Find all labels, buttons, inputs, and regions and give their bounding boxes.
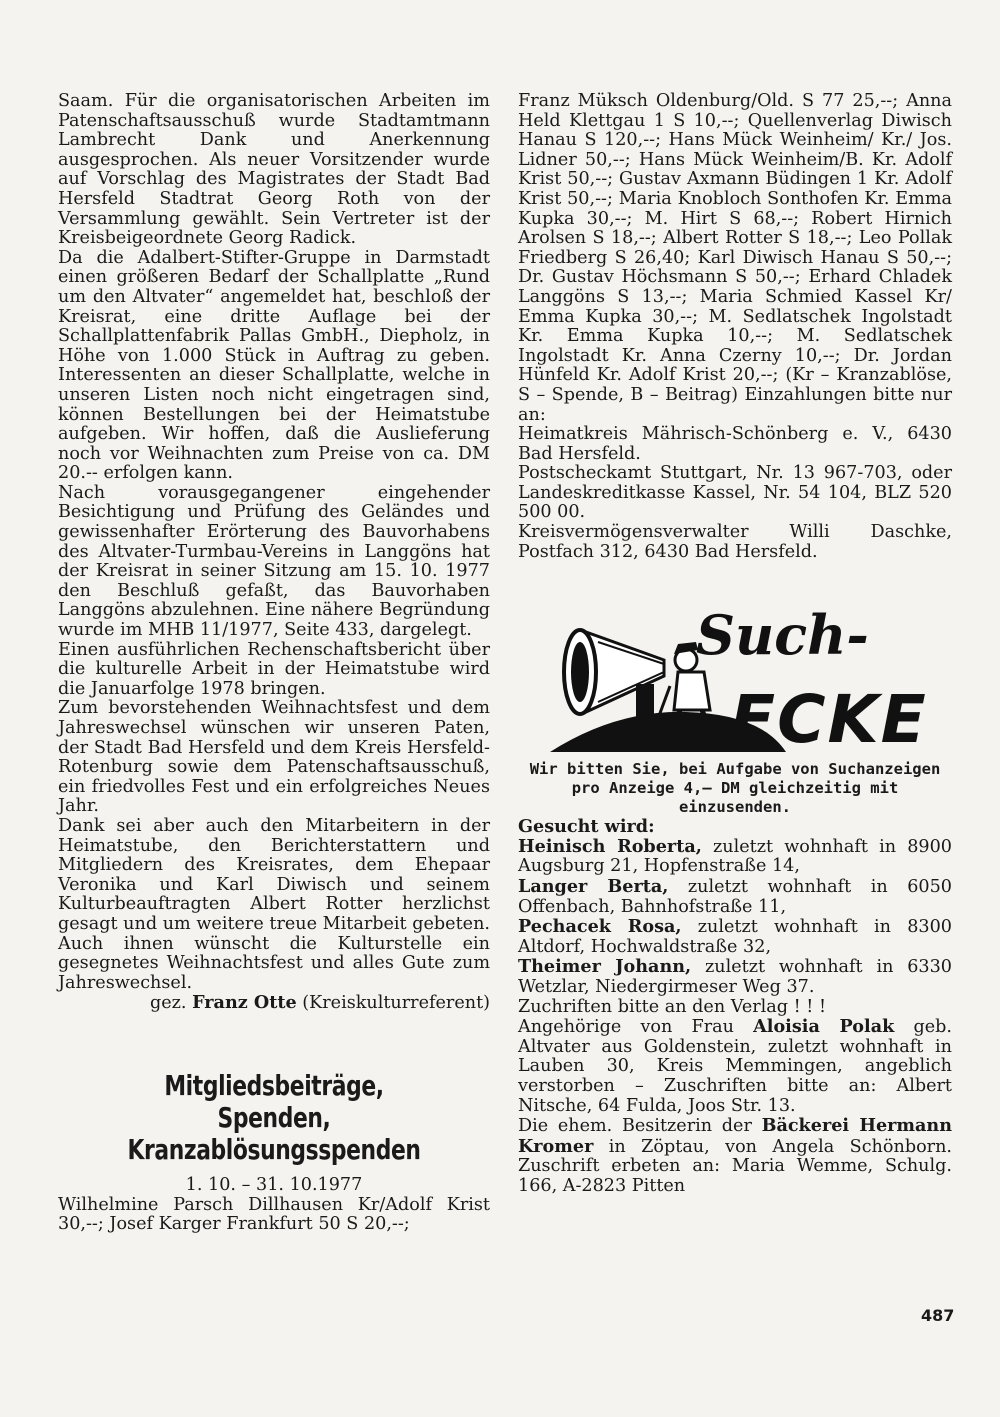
- such-ecke-ad: [546, 602, 946, 752]
- left-column: [58, 92, 490, 1235]
- search-text: zuletzt wohnhaft in 6330 Wetzlar, Niedergirmeser Weg 37.: [518, 957, 953, 997]
- bank-details: Postscheckamt Stuttgart, Nr. 13 967-703, oder Landeskreditkasse Kassel, Nr. 54 104, BLZ 520 500 00.: [518, 463, 952, 523]
- ad-title-block: ECKE: [730, 681, 928, 753]
- search-text: Angehörige von Frau: [518, 1017, 734, 1038]
- search-entry: [518, 1017, 952, 1116]
- section-heading: [106, 1070, 443, 1166]
- search-entry: [518, 877, 952, 917]
- signature-prefix: gez.: [149, 993, 187, 1014]
- signature: [58, 993, 490, 1014]
- paragraph: Nach vorausgegangener eingehender Besichtigung und Prüfung des Geländes und gewissenhafter Erörterung des Bauvorhabens des Altvater-Turmbau-Vereins in Langgöns hat der Kreisrat in seiner Sitzung am 15. 10. 1977 den Beschluß gefaßt, das Bauvorhaben Langgöns abzulehnen. Eine nähere Begründung wurde im MHB 11/1977, Seite 433, dargelegt.: [58, 482, 490, 641]
- date-range: 1. 10. – 31. 10.1977: [185, 1174, 363, 1195]
- search-entry: [518, 1116, 952, 1196]
- donations-list: Wilhelmine Parsch Dillhausen Kr/Adolf Krist 30,--; Josef Karger Frankfurt 50 S 20,--;: [58, 1194, 490, 1235]
- paragraph: Einen ausführlichen Rechenschaftsbericht über die kulturelle Arbeit in der Heimatstube wird die Januarfolge 1978 bringen.: [58, 639, 490, 699]
- search-name: Pechacek Rosa,: [518, 916, 682, 938]
- search-entry: [518, 917, 952, 957]
- ad-title-script: Such-: [696, 603, 869, 668]
- section-heading-line: Kranzablösungsspenden: [127, 1132, 421, 1166]
- search-entry: [518, 957, 952, 997]
- paragraph: Saam. Für die organisatorischen Arbeiten im Patenschaftsausschuß wurde Stadtamtmann Lambrecht Dank und Anerkennung ausgesprochen. Als neuer Vorsitzender wurde auf Vorschlag des Magistrates der Stadt Bad Hersfeld Stadtrat Georg Roth von der Versammlung gewählt. Sein Vertreter ist der Kreisbeigeordnete Georg Radick.: [58, 91, 490, 249]
- search-text: geb. Altvater aus Goldenstein, zuletzt wohnhaft in Lauben 30, Kreis Memmingen, angeblich verstorben – Zuschriften bitte an: Albert Nitsche, 64 Fulda, Joos Str. 13.: [518, 1017, 952, 1116]
- payee: Heimatkreis Mährisch-Schönberg e. V., 6430 Bad Hersfeld.: [518, 424, 952, 464]
- search-text: Die ehem. Besitzerin der: [518, 1116, 752, 1137]
- search-text: zuletzt wohnhaft in 8900 Augsburg 21, Hopfenstraße 14,: [518, 836, 953, 877]
- donations-list: Franz Müksch Oldenburg/Old. S 77 25,--; Anna Held Klettgau 1 S 10,--; Quellenverlag Diwisch Hanau S 120,--; Hans Mück Weinheim/ Kr./ Jos. Lidner 50,--; Hans Mück Weinheim/B. Kr. Adolf Krist 50,--; Gustav Axmann Büdingen 1 Kr. Adolf Krist 50,--; Maria Knobloch Sonthofen Kr. Emma Kupka 30,--; M. Hirt S 68,--; Robert Hirnich Arolsen S 18,--; Albert Rotter S 18,--; Leo Pollak Friedberg S 26,40; Karl Diwisch Hanau S 50,--; Dr. Gustav Höchsmann S 50,--; Erhard Chladek Langgöns S 13,--; Maria Schmied Kassel Kr/ Emma Kupka 30,--; M. Sedlatschek Ingolstadt Kr. Emma Kupka 10,--; M. Sedlatschek Ingolstadt Kr. Anna Czerny 10,--; Dr. Jordan Hünfeld Kr. Adolf Krist 20,--; (Kr – Kranzablöse, S – Spende, B – Beitrag) Einzahlungen bitte nur an:: [518, 91, 952, 425]
- search-text: zuletzt wohnhaft in 6050 Offenbach, Bahnhofstraße 11,: [518, 877, 952, 917]
- search-heading: Gesucht wird:: [518, 816, 655, 838]
- search-name: Theimer Johann,: [518, 956, 692, 978]
- signature-role: (Kreiskulturreferent): [302, 993, 490, 1014]
- section-heading-line: Mitgliedsbeiträge, Spenden,: [164, 1068, 384, 1134]
- search-name: Bäckerei Hermann Kromer: [518, 1115, 953, 1157]
- paragraph: Dank sei aber auch den Mitarbeitern in der Heimatstube, den Berichterstattern und Mitgliedern des Kreisrates, dem Ehepaar Veronika und Karl Diwisch und seinem Kulturbeauftragten Albert Rotter herzlichst gesagt und um weitere treue Mitarbeit gebeten. Auch ihnen wünscht die Kulturstelle ein gesegnetes Weihnachtsfest und alles Gute zum Jahreswechsel.: [58, 815, 490, 993]
- search-text: zuletzt wohnhaft in 8300 Altdorf, Hochwaldstraße 32,: [518, 917, 952, 957]
- search-name: Langer Berta,: [518, 876, 669, 898]
- search-text: in Zöptau, von Angela Schönborn. Zuschrift erbeten an: Maria Wemme, Schulg. 166, A-2823 Pitten: [518, 1136, 953, 1196]
- administrator: Kreisvermögensverwalter Willi Daschke, Postfach 312, 6430 Bad Hersfeld.: [518, 522, 952, 562]
- right-column: [518, 92, 952, 1197]
- search-name: Heinisch Roberta,: [518, 835, 702, 857]
- paragraph: Da die Adalbert-Stifter-Gruppe in Darmstadt einen größeren Bedarf der Schallplatte „Rund um den Altvater“ angemeldet hat, beschloß der Kreisrat, eine dritte Auflage bei der Schallplattenfabrik Pallas GmbH., Diepholz, in Höhe von 1.000 Stück in Auftrag zu geben. Interessenten an dieser Schallplatte, welche in unseren Listen noch nicht eingetragen sind, können Bestellungen bei der Heimatstube aufgeben. Wir hoffen, daß die Auslieferung noch vor Weihnachten zum Preise von ca. DM 20.-- erfolgen kann.: [58, 247, 490, 484]
- replies-note: Zuchriften bitte an den Verlag ! ! !: [518, 996, 827, 1017]
- search-entry: [518, 837, 952, 877]
- ad-notice: Wir bitten Sie, bei Aufgabe von Suchanzeigen pro Anzeige 4,— DM gleichzeitig mit einzusenden.: [529, 760, 941, 817]
- search-name: Aloisia Polak: [753, 1016, 895, 1038]
- paragraph: Zum bevorstehenden Weihnachtsfest und dem Jahreswechsel wünschen wir unseren Paten, der Stadt Bad Hersfeld und dem Kreis Hersfeld-Rotenburg sowie dem Patenschaftsausschuß, ein friedvolles Fest und ein erfolgreiches Neues Jahr.: [58, 698, 490, 817]
- signature-name: Franz Otte: [192, 992, 297, 1014]
- page-number: 487: [921, 1306, 955, 1325]
